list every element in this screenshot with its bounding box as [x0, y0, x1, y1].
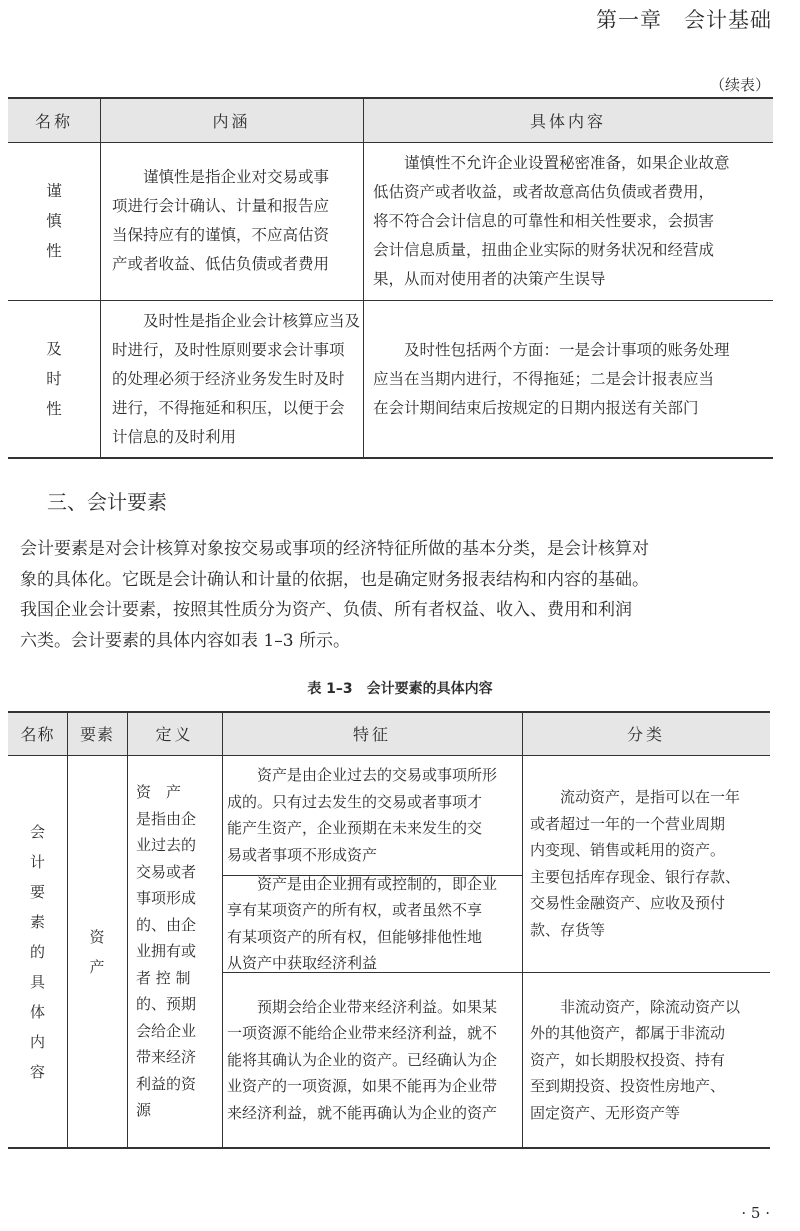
- table-rule: [8, 142, 773, 143]
- table-rule: [8, 97, 773, 99]
- text-line: 进行，不得拖延和积压，以便于会: [112, 398, 345, 417]
- text-line: 利益的资: [136, 1074, 197, 1093]
- text-line: 应当在当期内进行，不得拖延；二是会计报表应当: [373, 369, 715, 388]
- paragraph: [20, 534, 780, 595]
- table-rule: [222, 712, 223, 1148]
- section-heading: 三、会计要素: [47, 490, 167, 514]
- cell-feature: [222, 972, 522, 1148]
- text-line: 时: [46, 370, 62, 388]
- text-line: 及时性是指企业会计核算应当及: [143, 311, 361, 330]
- text-line: 源: [136, 1101, 152, 1120]
- text-line: 主要包括库存现金、银行存款、: [530, 867, 741, 886]
- text-line: 会给企业: [136, 1021, 197, 1040]
- text-line: 资: [89, 927, 105, 946]
- text-line: 在会计期间结束后按规定的日期内报送有关部门: [373, 398, 699, 417]
- row-timeliness-content: [363, 300, 773, 458]
- text-line: 成的。只有过去发生的交易或者事项才: [227, 792, 483, 811]
- text-line: 果，从而对使用者的决策产生误导: [373, 269, 606, 288]
- text-line: 能将其确认为企业的资产。已经确认为企: [227, 1050, 498, 1069]
- text-line: 当保持应有的谨慎，不应高估资: [112, 226, 330, 244]
- text-line: 业过去的: [136, 836, 197, 855]
- text-line: 带来经济: [136, 1048, 197, 1067]
- table-header-name: 名称: [8, 712, 67, 755]
- text-line: 时进行，及时性原则要求会计事项: [112, 340, 345, 359]
- text-line: 谨慎性不允许企业设置秘密准备，如果企业故意: [404, 153, 730, 172]
- continued-label: （续表）: [709, 76, 770, 94]
- text-line: 象的具体化。它既是会计确认和计量的依据，也是确定财务报表结构和内容的基础。: [20, 569, 649, 590]
- text-line: 要: [29, 882, 45, 901]
- cell-category: [522, 972, 770, 1148]
- row-timeliness-meaning: [100, 300, 363, 458]
- text-line: 预期会给企业带来经济利益。如果某: [257, 997, 498, 1016]
- table-header-definition: 定义: [127, 712, 222, 755]
- text-line: 资产是由企业过去的交易或事项所形: [257, 766, 498, 784]
- table-header-categories: 分类: [522, 712, 770, 755]
- text-line: 事项形成: [136, 889, 197, 908]
- text-line: 容: [29, 1062, 45, 1081]
- text-line: 具: [29, 972, 45, 991]
- table-rule: [522, 712, 523, 1148]
- table-header-element: 要素: [67, 712, 127, 755]
- text-line: 的、预期: [136, 995, 197, 1014]
- text-line: 或者超过一年的一个营业周期: [530, 814, 726, 833]
- table-rule: [8, 755, 770, 756]
- text-line: 及: [46, 340, 62, 358]
- text-line: 会: [29, 822, 45, 841]
- text-line: 有某项资产的所有权，但能够排他性地: [227, 927, 483, 946]
- text-line: 慎: [46, 212, 62, 230]
- paragraph: [20, 595, 780, 656]
- table-rule: [8, 457, 773, 459]
- text-line: 的处理必须于经济业务发生时及时: [112, 369, 345, 388]
- text-line: 性: [46, 242, 62, 260]
- text-line: 会计要素是对会计核算对象按交易或事项的经济特征所做的基本分类，是会计核算对: [20, 539, 649, 559]
- text-line: 谨: [46, 182, 62, 200]
- text-line: 内变现、销售或耗用的资产。: [530, 841, 726, 859]
- table-caption: 表 1–3 会计要素的具体内容: [307, 681, 493, 697]
- row-prudence-name: [8, 142, 100, 300]
- table-rule: [127, 712, 128, 1148]
- text-line: 一项资源不能给企业带来经济利益，就不: [227, 1024, 498, 1043]
- text-line: 业拥有或: [136, 942, 197, 961]
- page-number: · 5 ·: [741, 1204, 770, 1222]
- text-line: 低估资产或者收益，或者故意高估负债或者费用，: [373, 182, 715, 201]
- table-rule: [8, 1147, 770, 1149]
- text-line: 享有某项资产的所有权，或者虽然不享: [227, 901, 483, 919]
- table-header-content: 具体内容: [363, 98, 773, 142]
- text-line: 资产，如长期股权投资、持有: [530, 1050, 726, 1069]
- text-line: 固定资产、无形资产等: [530, 1103, 681, 1122]
- table-header-name: 名称: [8, 98, 100, 142]
- cell-name: [8, 755, 67, 1148]
- text-line: 素: [29, 912, 45, 931]
- text-line: 是指由企: [136, 809, 197, 828]
- table-header-meaning: 内涵: [100, 98, 363, 142]
- row-timeliness-name: [8, 300, 100, 458]
- text-line: 流动资产，是指可以在一年: [560, 788, 741, 806]
- text-line: 内: [29, 1032, 45, 1051]
- text-line: 性: [46, 400, 62, 418]
- text-line: 能产生资产，企业预期在未来发生的交: [227, 819, 483, 837]
- table-header-features: 特征: [222, 712, 522, 755]
- cell-definition: [127, 755, 222, 1148]
- text-line: 我国企业会计要素，按照其性质分为资产、负债、所有者权益、收入、费用和利润: [20, 600, 632, 620]
- text-line: 计信息的及时利用: [112, 427, 237, 446]
- text-line: 从资产中获取经济利益: [227, 954, 378, 972]
- text-line: 非流动资产，除流动资产以: [560, 997, 741, 1016]
- text-line: 易或者事项不形成资产: [227, 845, 378, 864]
- table-rule: [67, 712, 68, 1148]
- text-line: 资产是由企业拥有或控制的，即企业: [257, 874, 498, 893]
- text-line: 至到期投资、投资性房地产、: [530, 1077, 726, 1096]
- text-line: 会计信息质量，扭曲企业实际的财务状况和经营成: [373, 240, 715, 259]
- table-rule: [222, 875, 522, 876]
- text-line: 外的其他资产，都属于非流动: [530, 1024, 726, 1043]
- table-rule: [8, 711, 770, 713]
- row-prudence-content: [363, 142, 773, 300]
- text-line: 的、由企: [136, 915, 197, 934]
- text-line: 计: [29, 852, 45, 871]
- table-rule: [100, 98, 101, 458]
- text-line: 将不符合会计信息的可靠性和相关性要求，会损害: [373, 211, 715, 230]
- text-line: 六类。会计要素的具体内容如表 1–3 所示。: [20, 630, 350, 651]
- text-line: 资 产: [136, 783, 182, 802]
- text-line: 项进行会计确认、计量和报告应: [112, 197, 330, 215]
- cell-category: [522, 755, 770, 972]
- text-line: 业资产的一项资源，如果不能再为企业带: [227, 1077, 498, 1096]
- text-line: 产: [89, 957, 105, 976]
- text-line: 谨慎性是指企业对交易或事: [143, 168, 330, 186]
- text-line: 者 控 制: [136, 968, 191, 987]
- cell-feature: [222, 755, 522, 875]
- text-line: 体: [29, 1002, 45, 1021]
- running-header: 第一章 会计基础: [596, 8, 772, 32]
- cell-element: [67, 755, 127, 1148]
- text-line: 交易或者: [136, 862, 197, 881]
- text-line: 产或者收益、低估负债或者费用: [112, 255, 330, 273]
- cell-feature: [222, 875, 522, 972]
- text-line: 来经济利益，就不能再确认为企业的资产: [227, 1103, 498, 1122]
- row-prudence-meaning: [100, 142, 363, 300]
- table-rule: [363, 98, 364, 458]
- table-rule: [8, 300, 773, 301]
- text-line: 的: [29, 942, 45, 961]
- text-line: 款、存货等: [530, 920, 606, 939]
- table-rule: [222, 972, 770, 973]
- text-line: 交易性金融资产、应收及预付: [530, 894, 726, 912]
- text-line: 及时性包括两个方面：一是会计事项的账务处理: [404, 340, 730, 359]
